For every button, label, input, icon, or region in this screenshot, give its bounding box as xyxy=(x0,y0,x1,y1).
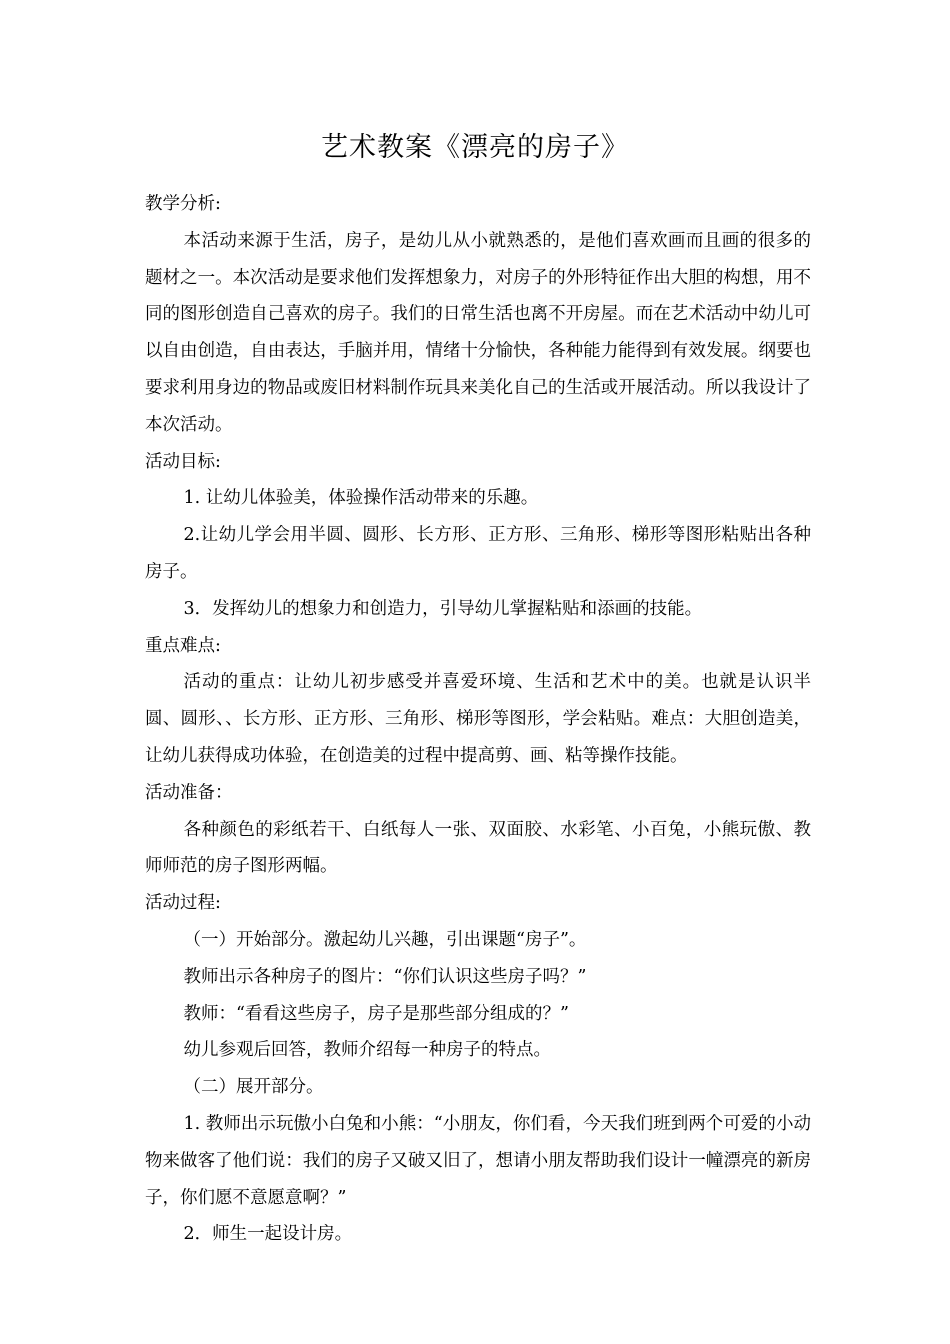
page-title: 艺术教案《漂亮的房子》 xyxy=(321,132,629,163)
section-heading-key-points: 重点难点: xyxy=(145,635,221,656)
process-line-teacher-question-1: 教师出示各种房子的图片：“你们认识这些房子吗？” xyxy=(183,966,587,987)
section-heading-goals: 活动目标: xyxy=(145,451,221,472)
goal-item-3: 3．发挥幼儿的想象力和创造力，引导幼儿掌握粘贴和添画的技能。 xyxy=(183,598,703,619)
goal-item-2: 2.让幼儿学会用半圆、圆形、长方形、正方形、三角形、梯形等图形粘贴出各种房子。 xyxy=(145,525,811,582)
paragraph-analysis: 本活动来源于生活，房子，是幼儿从小就熟悉的，是他们喜欢画而且画的很多的题材之一。本次活动是要求他们发挥想象力，对房子的外形特征作出大胆的构想，用不同的图形创造自己喜欢的房子。我们的日常生活也离不开房屋。而在艺术活动中幼儿可以自由创造，自由表达，手脑并用，情绪十分愉快，各种能力能得到有效发展。纲要也要求利用身边的物品或废旧材料制作玩具来美化自己的生活或开展活动。所以我设计了本次活动。 xyxy=(145,230,811,435)
section-heading-preparation: 活动准备： xyxy=(145,782,233,803)
section-heading-analysis: 教学分析: xyxy=(145,194,221,214)
section-heading-process: 活动过程: xyxy=(145,893,221,914)
paragraph-key-points: 活动的重点：让幼儿初步感受并喜爱环境、生活和艺术中的美。也就是认识半圆、圆形、、长方形、正方形、三角形、梯形等图形，学会粘贴。难点：大胆创造美，让幼儿获得成功体验，在创造美的过程中提高剪、画、粘等操作技能。 xyxy=(145,672,811,766)
process-line-teacher-question-2: 教师：“看看这些房子，房子是那些部分组成的？” xyxy=(183,1003,569,1024)
paragraph-preparation: 各种颜色的彩纸若干、白纸每人一张、双面胶、水彩笔、小百兔，小熊玩傲、教师师范的房子图形两幅。 xyxy=(145,819,811,877)
process-step-develop: （二）展开部分。 xyxy=(183,1077,324,1098)
goal-item-1: 1. 让幼儿体验美，体验操作活动带来的乐趣。 xyxy=(183,488,539,509)
process-develop-item-2: 2．师生一起设计房。 xyxy=(183,1224,353,1245)
process-develop-item-1: 1. 教师出示玩傲小白兔和小熊：“小朋友，你们看，今天我们班到两个可爱的小动物来做客了他们说：我们的房子又破又旧了，想请小朋友帮助我们设计一幢漂亮的新房子，你们愿不意愿意啊？” xyxy=(145,1113,811,1208)
process-line-children-answer: 幼儿参观后回答，教师介绍每一种房子的特点。 xyxy=(183,1040,551,1061)
process-step-intro: （一）开始部分。激起幼儿兴趣，引出课题“房子”。 xyxy=(183,929,587,950)
document-body xyxy=(145,186,811,1253)
